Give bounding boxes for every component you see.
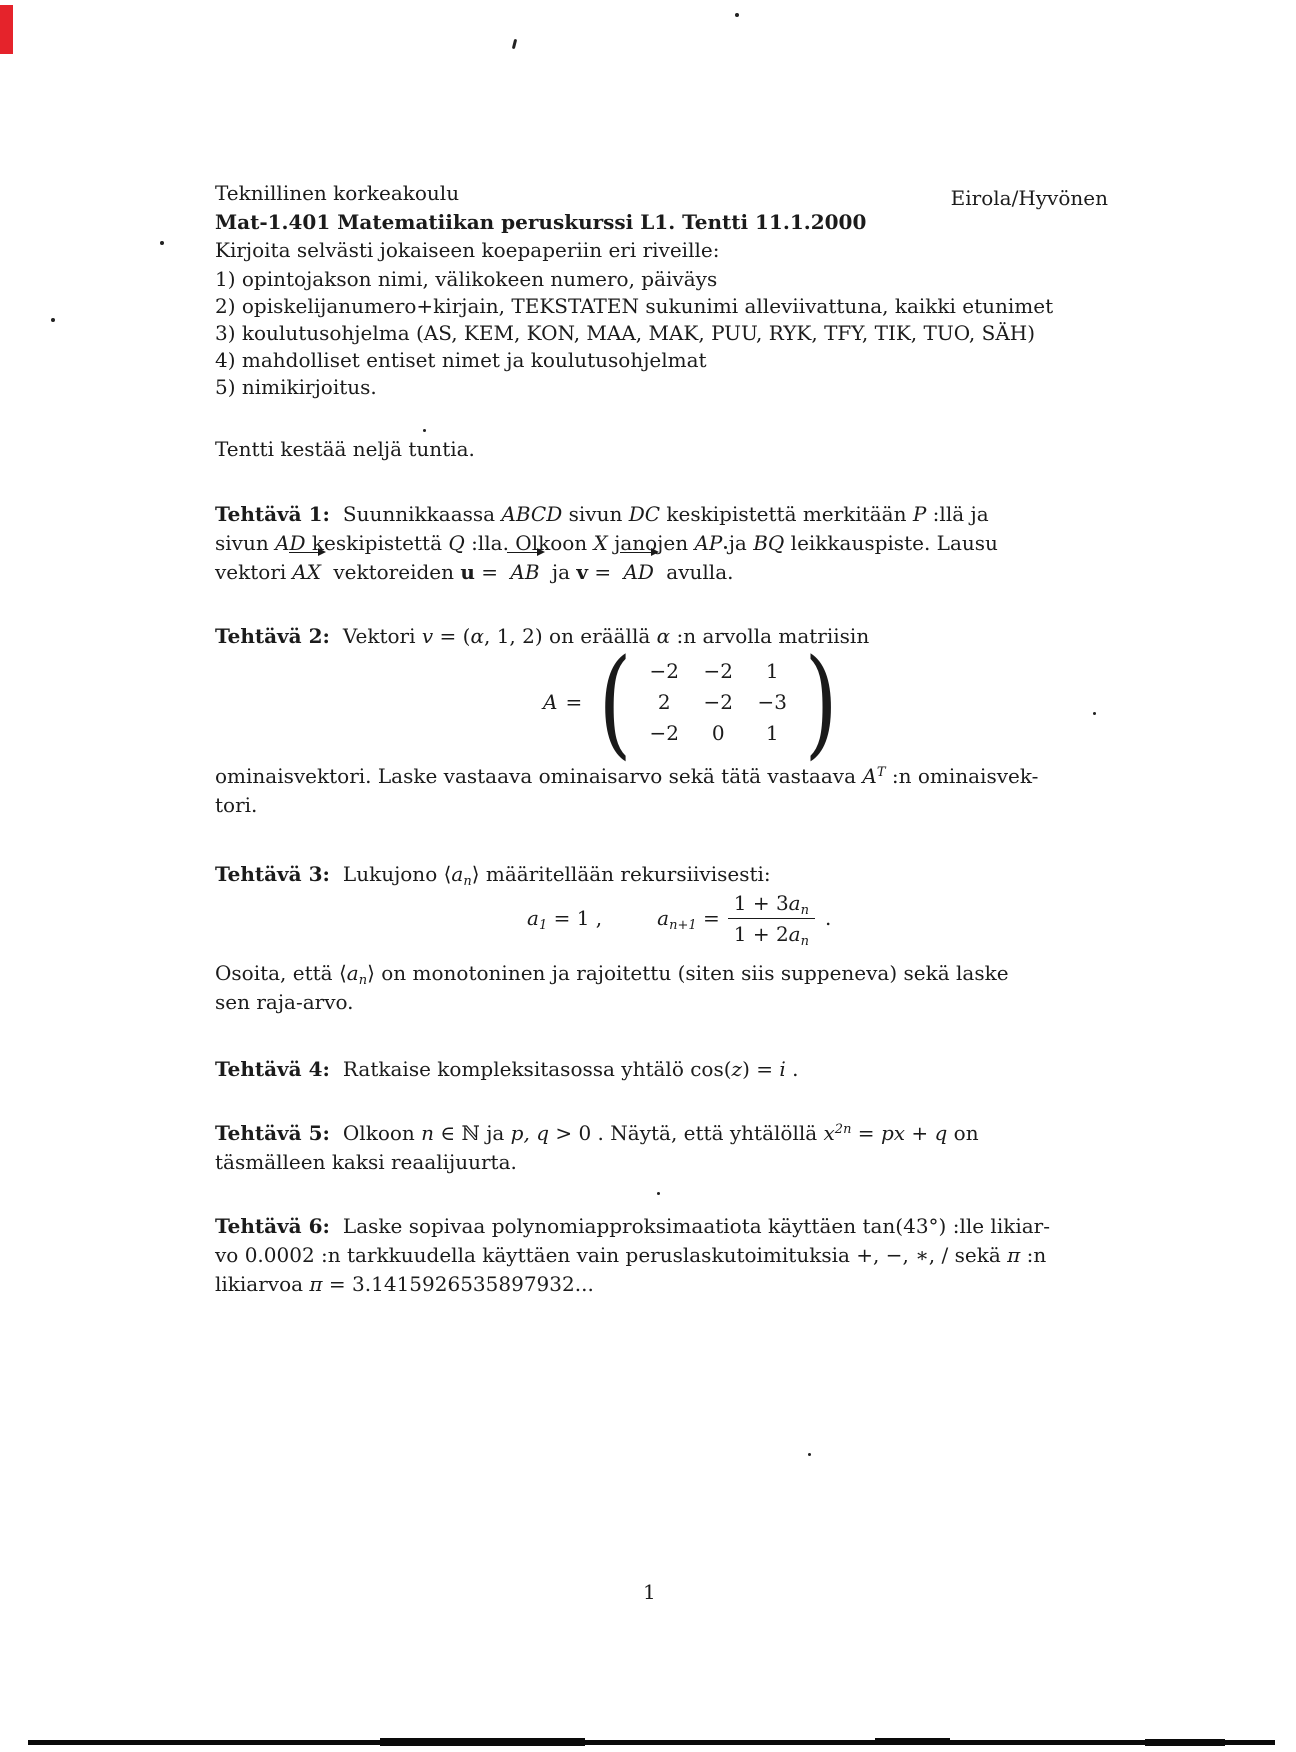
problem-label: Tehtävä 6:	[215, 1214, 330, 1238]
math-var: AP	[694, 531, 723, 555]
text-run: vektoreiden	[326, 560, 461, 584]
formula-lhs	[527, 906, 603, 933]
scan-speck	[423, 429, 426, 432]
text-run: =	[474, 560, 505, 584]
subscript: n	[463, 874, 472, 889]
text-run: keskipistettä	[305, 531, 449, 555]
text-run: Olkoon	[342, 1121, 422, 1145]
math-var: π	[309, 1272, 323, 1296]
math-var: π	[1007, 1243, 1021, 1267]
header-row	[215, 181, 1108, 210]
math-var: z	[731, 1057, 743, 1081]
problem-6	[215, 1212, 1050, 1299]
text-run: 1 + 2	[733, 921, 789, 946]
text-run: sivun	[215, 531, 276, 555]
superscript: 2n	[834, 1122, 852, 1137]
math-var: px	[880, 1121, 906, 1145]
problem-5	[215, 1119, 979, 1177]
page-edge-line	[380, 1738, 585, 1746]
scan-speck	[657, 1192, 660, 1195]
text-run: :n	[1020, 1243, 1047, 1267]
problem-3-line	[215, 959, 1009, 988]
problem-2-line: tori.	[215, 793, 258, 817]
authors: Eirola/Hyvönen	[950, 186, 1108, 210]
math-var: a	[788, 921, 801, 946]
instructions-list	[215, 266, 1053, 401]
matrix-cell: −2	[703, 658, 733, 683]
problem-3-continued	[215, 959, 1009, 1017]
math-var: a	[657, 906, 670, 930]
math-var: x	[823, 1121, 835, 1145]
exam-duration: Tentti kestää neljä tuntia.	[215, 437, 475, 461]
math-var: u	[460, 560, 475, 584]
page-edge-line	[28, 1740, 1275, 1745]
problem-1-line	[215, 500, 998, 529]
problem-2-line	[215, 762, 1038, 791]
math-var: A	[543, 690, 558, 714]
matrix-lhs	[543, 690, 582, 714]
problem-2-line	[215, 622, 869, 651]
matrix-cell: −2	[703, 689, 733, 714]
instruction-item: 3) koulutusohjelma (AS, KEM, KON, MAA, MAK, PUU, RYK, TFY, TIK, TUO, SÄH)	[215, 321, 1036, 345]
matrix	[639, 656, 797, 749]
text-run: = 3.1415926535897932...	[322, 1272, 594, 1296]
math-var: ABCD	[501, 502, 563, 526]
text-run: =	[851, 1121, 881, 1145]
math-var: n	[421, 1121, 435, 1145]
problem-4	[215, 1055, 799, 1084]
scan-speck	[160, 241, 164, 245]
problem-6-line	[215, 1241, 1050, 1270]
text-run: Vektori	[342, 624, 422, 648]
scan-speck	[51, 318, 55, 322]
text-run: leikkauspiste. Lausu	[784, 531, 998, 555]
problem-6-line	[215, 1212, 1050, 1241]
matrix-cell: 2	[657, 689, 671, 714]
instructions-intro: Kirjoita selvästi jokaiseen koepaperiin eri riveille:	[215, 238, 720, 262]
problem-1-line	[215, 529, 998, 558]
page-number: 1	[643, 1580, 656, 1604]
math-var: a	[788, 890, 801, 915]
math-var: a	[451, 862, 464, 886]
superscript: T	[876, 765, 886, 780]
text-run: :lla. Olkoon	[464, 531, 594, 555]
fraction	[728, 890, 815, 947]
page-edge-line	[1145, 1739, 1225, 1746]
text-run: =	[587, 560, 618, 584]
scan-speck	[1093, 712, 1096, 715]
math-var: Q	[448, 531, 465, 555]
text-run: Laske sopivaa polynomiapproksimaatiota käyttäen tan(43°) :lle likiar-	[342, 1214, 1050, 1238]
matrix-cell: −2	[649, 658, 679, 683]
matrix-close-paren: )	[804, 633, 838, 771]
matrix-cell: −2	[649, 720, 679, 745]
problem-1	[215, 500, 998, 587]
problem-3	[215, 860, 771, 889]
vector-AB: AB	[508, 558, 541, 587]
text-run: .	[824, 906, 832, 930]
instruction-item: 2) opiskelijanumero+kirjain, TEKSTATEN sukunimi alleviivattuna, kaikki etunimet	[215, 294, 1054, 318]
text-run: =	[565, 690, 583, 714]
problem-2-continued	[215, 762, 1038, 820]
subscript: n+1	[669, 918, 697, 933]
math-var: A	[862, 764, 877, 788]
matrix-cell: 0	[711, 720, 725, 745]
matrix-open-paren: (	[598, 633, 632, 771]
text-run: .	[785, 1057, 799, 1081]
red-margin-mark	[0, 5, 13, 54]
text-run: ) =	[742, 1057, 780, 1081]
instruction-item: 4) mahdolliset entiset nimet ja koulutusohjelmat	[215, 348, 707, 372]
math-var: q	[934, 1121, 948, 1145]
math-var: a	[527, 906, 539, 930]
scan-speck	[808, 1453, 811, 1456]
recursion-formula	[527, 888, 831, 948]
instruction-item: 1) opintojakson nimi, välikokeen numero, päiväys	[215, 267, 718, 291]
text-run: Suunnikkaassa	[342, 502, 502, 526]
text-run: vo 0.0002 :n tarkkuudella käyttäen vain peruslaskutoimituksia +, −, ∗, / sekä	[215, 1243, 1008, 1267]
text-run: vektori	[215, 560, 287, 584]
text-run: janojen	[607, 531, 695, 555]
math-var: P	[912, 502, 927, 526]
math-var: p, q	[510, 1121, 549, 1145]
problem-1-line	[215, 558, 998, 587]
text-run: :n ominaisvek-	[885, 764, 1039, 788]
subscript: 1	[538, 918, 548, 933]
matrix-cell: 1	[765, 720, 779, 745]
problem-3-line	[215, 860, 771, 889]
problem-6-line	[215, 1270, 1050, 1299]
text-run: > 0 . Näytä, että yhtälöllä	[549, 1121, 824, 1145]
text-run: +	[905, 1121, 935, 1145]
vector-AX: AX	[290, 558, 323, 587]
matrix-cell: −3	[757, 689, 787, 714]
text-run: Ratkaise kompleksitasossa yhtälö cos(	[342, 1057, 732, 1081]
text-run: keskipistettä merkitään	[660, 502, 913, 526]
text-run: avulla.	[659, 560, 734, 584]
text-run: ∈ ℕ ja	[434, 1121, 511, 1145]
math-var: AD	[275, 531, 306, 555]
problem-label: Tehtävä 4:	[215, 1057, 330, 1081]
text-run: likiarvoa	[215, 1272, 310, 1296]
text-run: = 1 ,	[547, 906, 603, 930]
text-run: , 1, 2) on eräällä	[483, 624, 657, 648]
matrix-cell: 1	[765, 658, 779, 683]
course-title: Mat-1.401 Matematiikan peruskurssi L1. Tentti 11.1.2000	[215, 210, 867, 234]
text-run: sivun	[562, 502, 629, 526]
problem-label: Tehtävä 5:	[215, 1121, 330, 1145]
math-var: a	[346, 961, 359, 985]
angle-bracket: ⟨	[443, 862, 452, 886]
fraction-denominator	[728, 919, 815, 947]
problem-2	[215, 622, 869, 651]
text-run: ja	[545, 560, 577, 584]
text-run: määritellään rekursiivisesti:	[479, 862, 771, 886]
angle-bracket: ⟩	[471, 862, 480, 886]
problem-label: Tehtävä 1:	[215, 502, 330, 526]
page-edge-line	[875, 1738, 950, 1745]
problem-label: Tehtävä 2:	[215, 624, 330, 648]
math-var: α	[470, 624, 484, 648]
text-run: Lukujono	[342, 862, 444, 886]
text-run: =	[696, 906, 720, 930]
text-run: :n arvolla matriisin	[670, 624, 870, 648]
math-var: α	[656, 624, 671, 648]
subscript: n	[800, 902, 809, 918]
math-var: X	[593, 531, 608, 555]
problem-label: Tehtävä 3:	[215, 862, 330, 886]
math-var: v	[576, 560, 588, 584]
problem-5-line: täsmälleen kaksi reaalijuurta.	[215, 1150, 517, 1174]
subscript: n	[358, 973, 368, 988]
problem-5-line	[215, 1119, 979, 1148]
fraction-numerator	[728, 890, 815, 919]
instruction-item: 5) nimikirjoitus.	[215, 375, 377, 399]
text-run: Osoita, että	[215, 961, 339, 985]
institution: Teknillinen korkeakoulu	[215, 181, 460, 205]
text-run: ominaisvektori. Laske vastaava ominaisarvo sekä tätä vastaava	[215, 764, 863, 788]
angle-bracket: ⟩	[367, 961, 375, 985]
formula-rhs	[657, 906, 720, 933]
text-run: :llä ja	[926, 502, 989, 526]
problem-3-line: sen raja-arvo.	[215, 990, 354, 1014]
math-var: i	[779, 1057, 786, 1081]
math-var: DC	[628, 502, 661, 526]
scan-speck	[735, 13, 739, 17]
scan-speck	[512, 39, 517, 49]
vector-AD: AD	[621, 558, 655, 587]
math-var: BQ	[753, 531, 785, 555]
text-run: ja	[722, 531, 754, 555]
subscript: n	[800, 933, 809, 949]
text-run: on	[947, 1121, 979, 1145]
text-run: on monotoninen ja rajoitettu (siten siis suppeneva) sekä laske	[374, 961, 1009, 985]
text-run: = (	[433, 624, 471, 648]
math-var: v	[421, 624, 434, 648]
problem-4-line	[215, 1055, 799, 1084]
text-run: 1 + 3	[733, 890, 789, 915]
angle-bracket: ⟨	[338, 961, 347, 985]
